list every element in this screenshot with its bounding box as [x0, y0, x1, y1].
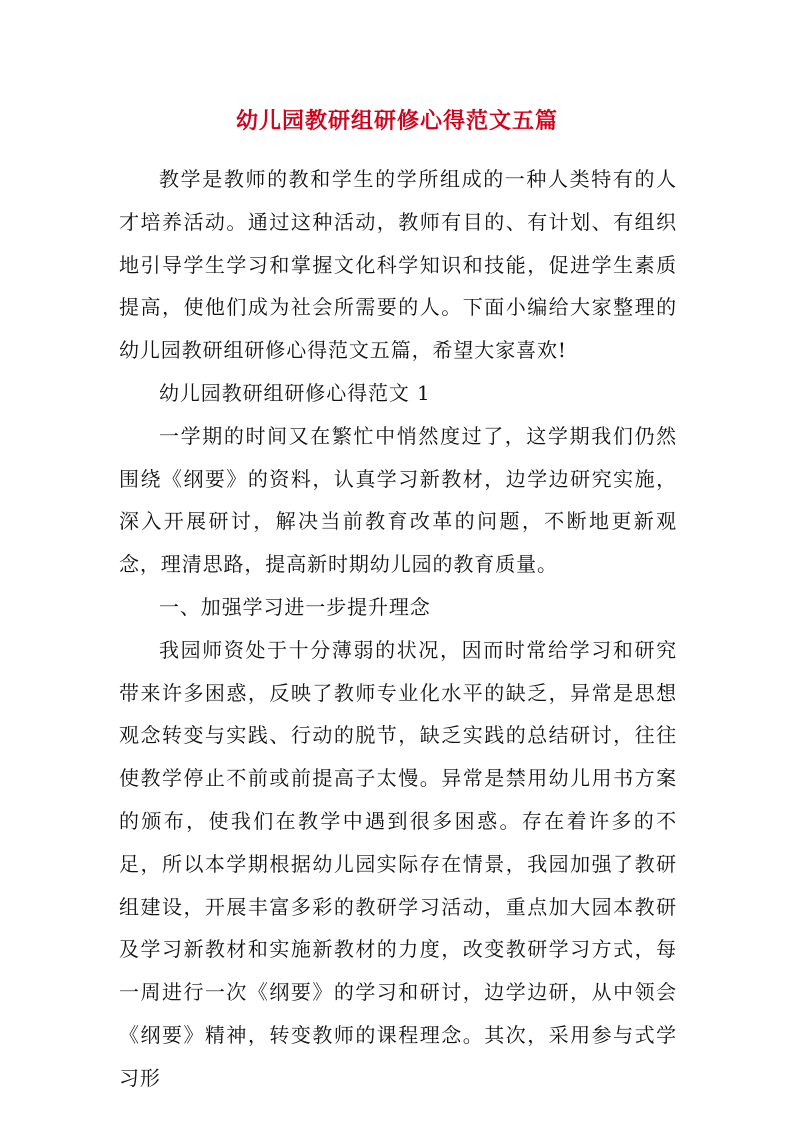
- document-title: 幼儿园教研组研修心得范文五篇: [235, 108, 558, 134]
- section-paragraph-2: 我园师资处于十分薄弱的状况，因而时常给学习和研究带来许多困惑，反映了教师专业化水平的缺乏，异常是思想观念转变与实践、行动的脱节，缺乏实践的总结研讨，往往使教学停止不前或前提高子太慢。异常是禁用幼儿用书方案的颁布，使我们在教学中遇到很多困惑。存在着许多的不足，所以本学期根据幼儿园实际存在情景，我园加强了教研组建设，开展丰富多彩的教研学习活动，重点加大园本教研及学习新教材和实施新教材的力度，改变教研学习方式，每一周进行一次《纲要》的学习和研讨，边学边研，从中领会《纲要》精神，转变教师的课程理念。其次，采用参与式学习形: [119, 637, 677, 1090]
- heading-1: 一、加强学习进一步提升理念: [159, 594, 431, 619]
- section-paragraph-1: 一学期的时间又在繁忙中悄然度过了，这学期我们仍然围绕《纲要》的资料，认真学习新教材，边学边研究实施，深入开展研讨，解决当前教育改革的问题，不断地更新观念，理清思路，提高新时期幼儿园的教育质量。: [119, 423, 677, 577]
- section-title: 幼儿园教研组研修心得范文 1: [159, 380, 431, 405]
- intro-paragraph: 教学是教师的教和学生的学所组成的一种人类特有的人才培养活动。通过这种活动，教师有目的、有计划、有组织地引导学生学习和掌握文化科学知识和技能，促进学生素质提高，使他们成为社会所需要的人。下面小编给大家整理的幼儿园教研组研修心得范文五篇，希望大家喜欢!: [119, 167, 677, 363]
- document-body: [119, 158, 677, 1100]
